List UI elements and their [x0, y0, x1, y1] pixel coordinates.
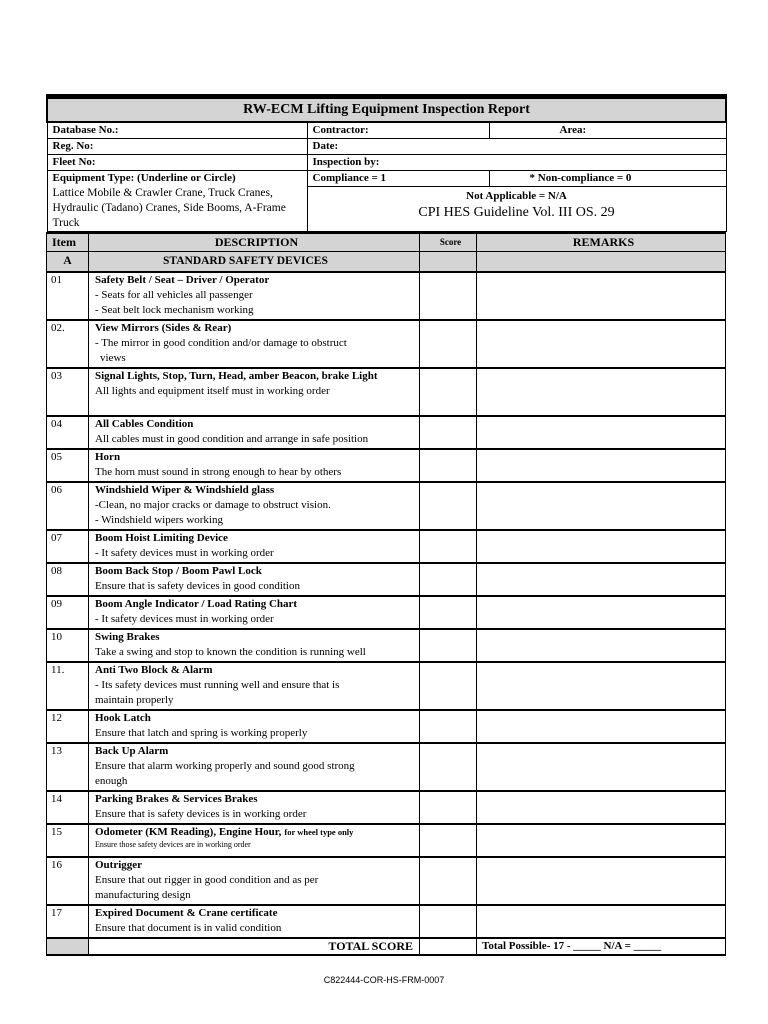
- item-description: [89, 368, 420, 416]
- item-number: 09: [47, 596, 89, 629]
- item-description: [89, 563, 420, 596]
- non-compliance-note: * Non-compliance = 0: [489, 171, 726, 187]
- item-detail-line: The horn must sound in strong enough to hear by others: [95, 466, 342, 478]
- item-description: [89, 662, 420, 710]
- item-remarks-cell[interactable]: [477, 368, 726, 416]
- item-detail-line: Ensure that is safety devices in good condition: [95, 580, 300, 592]
- item-description: [89, 629, 420, 662]
- checklist-row: [47, 857, 726, 905]
- item-number: 17: [47, 905, 89, 938]
- score-column-header: Score: [420, 233, 477, 252]
- item-number: 15: [47, 824, 89, 857]
- item-score-cell[interactable]: [420, 320, 477, 368]
- guideline-cell: [307, 187, 726, 232]
- item-number: 05: [47, 449, 89, 482]
- checklist-row: [47, 791, 726, 824]
- equipment-type-label: Equipment Type: (Underline or Circle): [52, 172, 236, 184]
- item-detail-line: -Clean, no major cracks or damage to obstruct vision.: [95, 499, 331, 511]
- checklist-row: [47, 416, 726, 449]
- checklist-table: [46, 232, 726, 956]
- item-number: 13: [47, 743, 89, 791]
- item-detail-line: Ensure that alarm working properly and sound good strong: [95, 760, 355, 772]
- checklist-row: [47, 272, 726, 320]
- item-score-cell[interactable]: [420, 662, 477, 710]
- item-detail-line: Take a swing and stop to known the condition is running well: [95, 646, 366, 658]
- item-title: Windshield Wiper & Windshield glass: [95, 484, 275, 496]
- checklist-row: [47, 368, 726, 416]
- item-description: [89, 320, 420, 368]
- checklist-row: [47, 596, 726, 629]
- checklist-row: [47, 449, 726, 482]
- item-score-cell[interactable]: [420, 857, 477, 905]
- item-score-cell[interactable]: [420, 824, 477, 857]
- item-remarks-cell[interactable]: [477, 857, 726, 905]
- item-score-cell[interactable]: [420, 596, 477, 629]
- item-score-cell[interactable]: [420, 530, 477, 563]
- item-number: 02.: [47, 320, 89, 368]
- item-description: [89, 596, 420, 629]
- checklist-items: [47, 272, 726, 938]
- item-number: 12: [47, 710, 89, 743]
- item-detail-line: views: [100, 352, 126, 364]
- item-column-header: Item: [47, 233, 89, 252]
- item-score-cell[interactable]: [420, 791, 477, 824]
- checklist-row: [47, 743, 726, 791]
- item-score-cell[interactable]: [420, 629, 477, 662]
- checklist-row: [47, 905, 726, 938]
- guideline-reference: CPI HES Guideline Vol. III OS. 29: [418, 205, 615, 220]
- item-score-cell[interactable]: [420, 416, 477, 449]
- item-title: Boom Hoist Limiting Device: [95, 532, 228, 544]
- item-score-cell[interactable]: [420, 482, 477, 530]
- item-detail-line: - Windshield wipers working: [95, 514, 223, 526]
- item-description: [89, 416, 420, 449]
- item-title: Boom Back Stop / Boom Pawl Lock: [95, 565, 262, 577]
- item-detail-line: All cables must in good condition and arrange in safe position: [95, 433, 369, 445]
- item-number: 07: [47, 530, 89, 563]
- checklist-row: [47, 662, 726, 710]
- item-description: [89, 791, 420, 824]
- item-remarks-cell[interactable]: [477, 791, 726, 824]
- item-remarks-cell[interactable]: [477, 416, 726, 449]
- reg-no-field[interactable]: Reg. No:: [47, 139, 307, 155]
- item-remarks-cell[interactable]: [477, 824, 726, 857]
- total-row: [47, 938, 726, 955]
- item-remarks-cell[interactable]: [477, 710, 726, 743]
- section-score-cell: [420, 252, 477, 273]
- column-header-row: [47, 233, 726, 252]
- item-detail-line: Ensure those safety devices are in working order: [95, 840, 251, 849]
- item-detail-line: enough: [95, 775, 128, 787]
- item-detail-line: Ensure that document is in valid condition: [95, 922, 282, 934]
- equipment-types-list: Lattice Mobile & Crawler Crane, Truck Cranes, Hydraulic (Tadano) Cranes, Side Booms, A-Frame Truck: [52, 187, 286, 229]
- item-number: 11.: [47, 662, 89, 710]
- database-no-field[interactable]: Database No.:: [47, 122, 307, 139]
- item-title: Odometer (KM Reading), Engine Hour,: [95, 826, 282, 838]
- item-score-cell[interactable]: [420, 905, 477, 938]
- contractor-field[interactable]: Contractor:: [307, 122, 489, 139]
- item-title: All Cables Condition: [95, 418, 194, 430]
- item-title: Expired Document & Crane certificate: [95, 907, 278, 919]
- item-title: Back Up Alarm: [95, 745, 169, 757]
- inspection-report-sheet: [46, 94, 725, 956]
- checklist-row: [47, 482, 726, 530]
- item-detail-line: - Its safety devices must running well and ensure that is: [95, 679, 340, 691]
- item-number: 04: [47, 416, 89, 449]
- section-name: STANDARD SAFETY DEVICES: [89, 252, 420, 273]
- item-remarks-cell[interactable]: [477, 272, 726, 320]
- item-score-cell[interactable]: [420, 272, 477, 320]
- item-detail-line: - Seats for all vehicles all passenger: [95, 289, 253, 301]
- item-title: View Mirrors (Sides & Rear): [95, 322, 232, 334]
- total-score-label: TOTAL SCORE: [89, 938, 420, 955]
- item-number: 03: [47, 368, 89, 416]
- section-remarks-cell: [477, 252, 726, 273]
- item-remarks-cell[interactable]: [477, 320, 726, 368]
- item-detail-line: - The mirror in good condition and/or damage to obstruct: [95, 337, 347, 349]
- item-description: [89, 743, 420, 791]
- remarks-column-header: REMARKS: [477, 233, 726, 252]
- checklist-row: [47, 824, 726, 857]
- item-detail-line: Ensure that is safety devices is in working order: [95, 808, 307, 820]
- item-title: Signal Lights, Stop, Turn, Head, amber Beacon, brake Light: [95, 370, 378, 382]
- item-title: Horn: [95, 451, 121, 463]
- item-description: [89, 710, 420, 743]
- item-title-note: for wheel type only: [284, 827, 354, 837]
- item-description: [89, 857, 420, 905]
- item-remarks-cell[interactable]: [477, 662, 726, 710]
- item-detail-line: - It safety devices must in working order: [95, 613, 274, 625]
- item-number: 01: [47, 272, 89, 320]
- item-score-cell[interactable]: [420, 743, 477, 791]
- checklist-row: [47, 629, 726, 662]
- item-description: [89, 824, 420, 857]
- inspection-by-field[interactable]: Inspection by:: [307, 155, 726, 171]
- item-remarks-cell[interactable]: [477, 563, 726, 596]
- area-field[interactable]: Area:: [489, 122, 726, 139]
- checklist-row: [47, 563, 726, 596]
- item-detail-line: Ensure that latch and spring is working properly: [95, 727, 308, 739]
- item-detail-line: - It safety devices must in working order: [95, 547, 274, 559]
- item-description: [89, 905, 420, 938]
- report-title: RW-ECM Lifting Equipment Inspection Report: [47, 97, 726, 123]
- date-field[interactable]: Date:: [307, 139, 726, 155]
- item-title: Outrigger: [95, 859, 143, 871]
- item-number: 16: [47, 857, 89, 905]
- item-detail-line: Ensure that out rigger in good condition and as per: [95, 874, 319, 886]
- item-score-cell[interactable]: [420, 449, 477, 482]
- equipment-type-cell[interactable]: [47, 171, 307, 232]
- item-remarks-cell[interactable]: [477, 743, 726, 791]
- item-description: [89, 482, 420, 530]
- total-score-value[interactable]: [420, 938, 477, 955]
- item-description: [89, 272, 420, 320]
- item-remarks-cell[interactable]: [477, 629, 726, 662]
- item-score-cell[interactable]: [420, 368, 477, 416]
- total-possible-note[interactable]: Total Possible- 17 - _____ N/A = _____: [477, 938, 726, 955]
- compliance-note: Compliance = 1: [307, 171, 489, 187]
- item-remarks-cell[interactable]: [477, 482, 726, 530]
- item-detail-line: - Seat belt lock mechanism working: [95, 304, 254, 316]
- item-score-cell[interactable]: [420, 710, 477, 743]
- fleet-no-field[interactable]: Fleet No:: [47, 155, 307, 171]
- item-title: Hook Latch: [95, 712, 151, 724]
- total-item-cell: [47, 938, 89, 955]
- item-description: [89, 530, 420, 563]
- report-header-table: [46, 94, 727, 232]
- item-number: 06: [47, 482, 89, 530]
- item-score-cell[interactable]: [420, 563, 477, 596]
- item-remarks-cell[interactable]: [477, 530, 726, 563]
- item-title: Safety Belt / Seat – Driver / Operator: [95, 274, 270, 286]
- checklist-row: [47, 320, 726, 368]
- item-title: Anti Two Block & Alarm: [95, 664, 213, 676]
- description-column-header: DESCRIPTION: [89, 233, 420, 252]
- item-remarks-cell[interactable]: [477, 596, 726, 629]
- item-number: 10: [47, 629, 89, 662]
- section-letter: A: [47, 252, 89, 273]
- item-detail-line: maintain properly: [95, 694, 174, 706]
- item-detail-line: All lights and equipment itself must in working order: [95, 385, 330, 397]
- item-title: Parking Brakes & Services Brakes: [95, 793, 258, 805]
- item-number: 08: [47, 563, 89, 596]
- section-row: [47, 252, 726, 273]
- item-title: Boom Angle Indicator / Load Rating Chart: [95, 598, 298, 610]
- checklist-row: [47, 710, 726, 743]
- item-remarks-cell[interactable]: [477, 905, 726, 938]
- item-remarks-cell[interactable]: [477, 449, 726, 482]
- item-number: 14: [47, 791, 89, 824]
- checklist-row: [47, 530, 726, 563]
- not-applicable-note: Not Applicable = N/A: [466, 190, 567, 202]
- item-detail-line: manufacturing design: [95, 889, 191, 901]
- form-code-footer: C822444-COR-HS-FRM-0007: [323, 975, 445, 985]
- item-description: [89, 449, 420, 482]
- item-title: Swing Brakes: [95, 631, 160, 643]
